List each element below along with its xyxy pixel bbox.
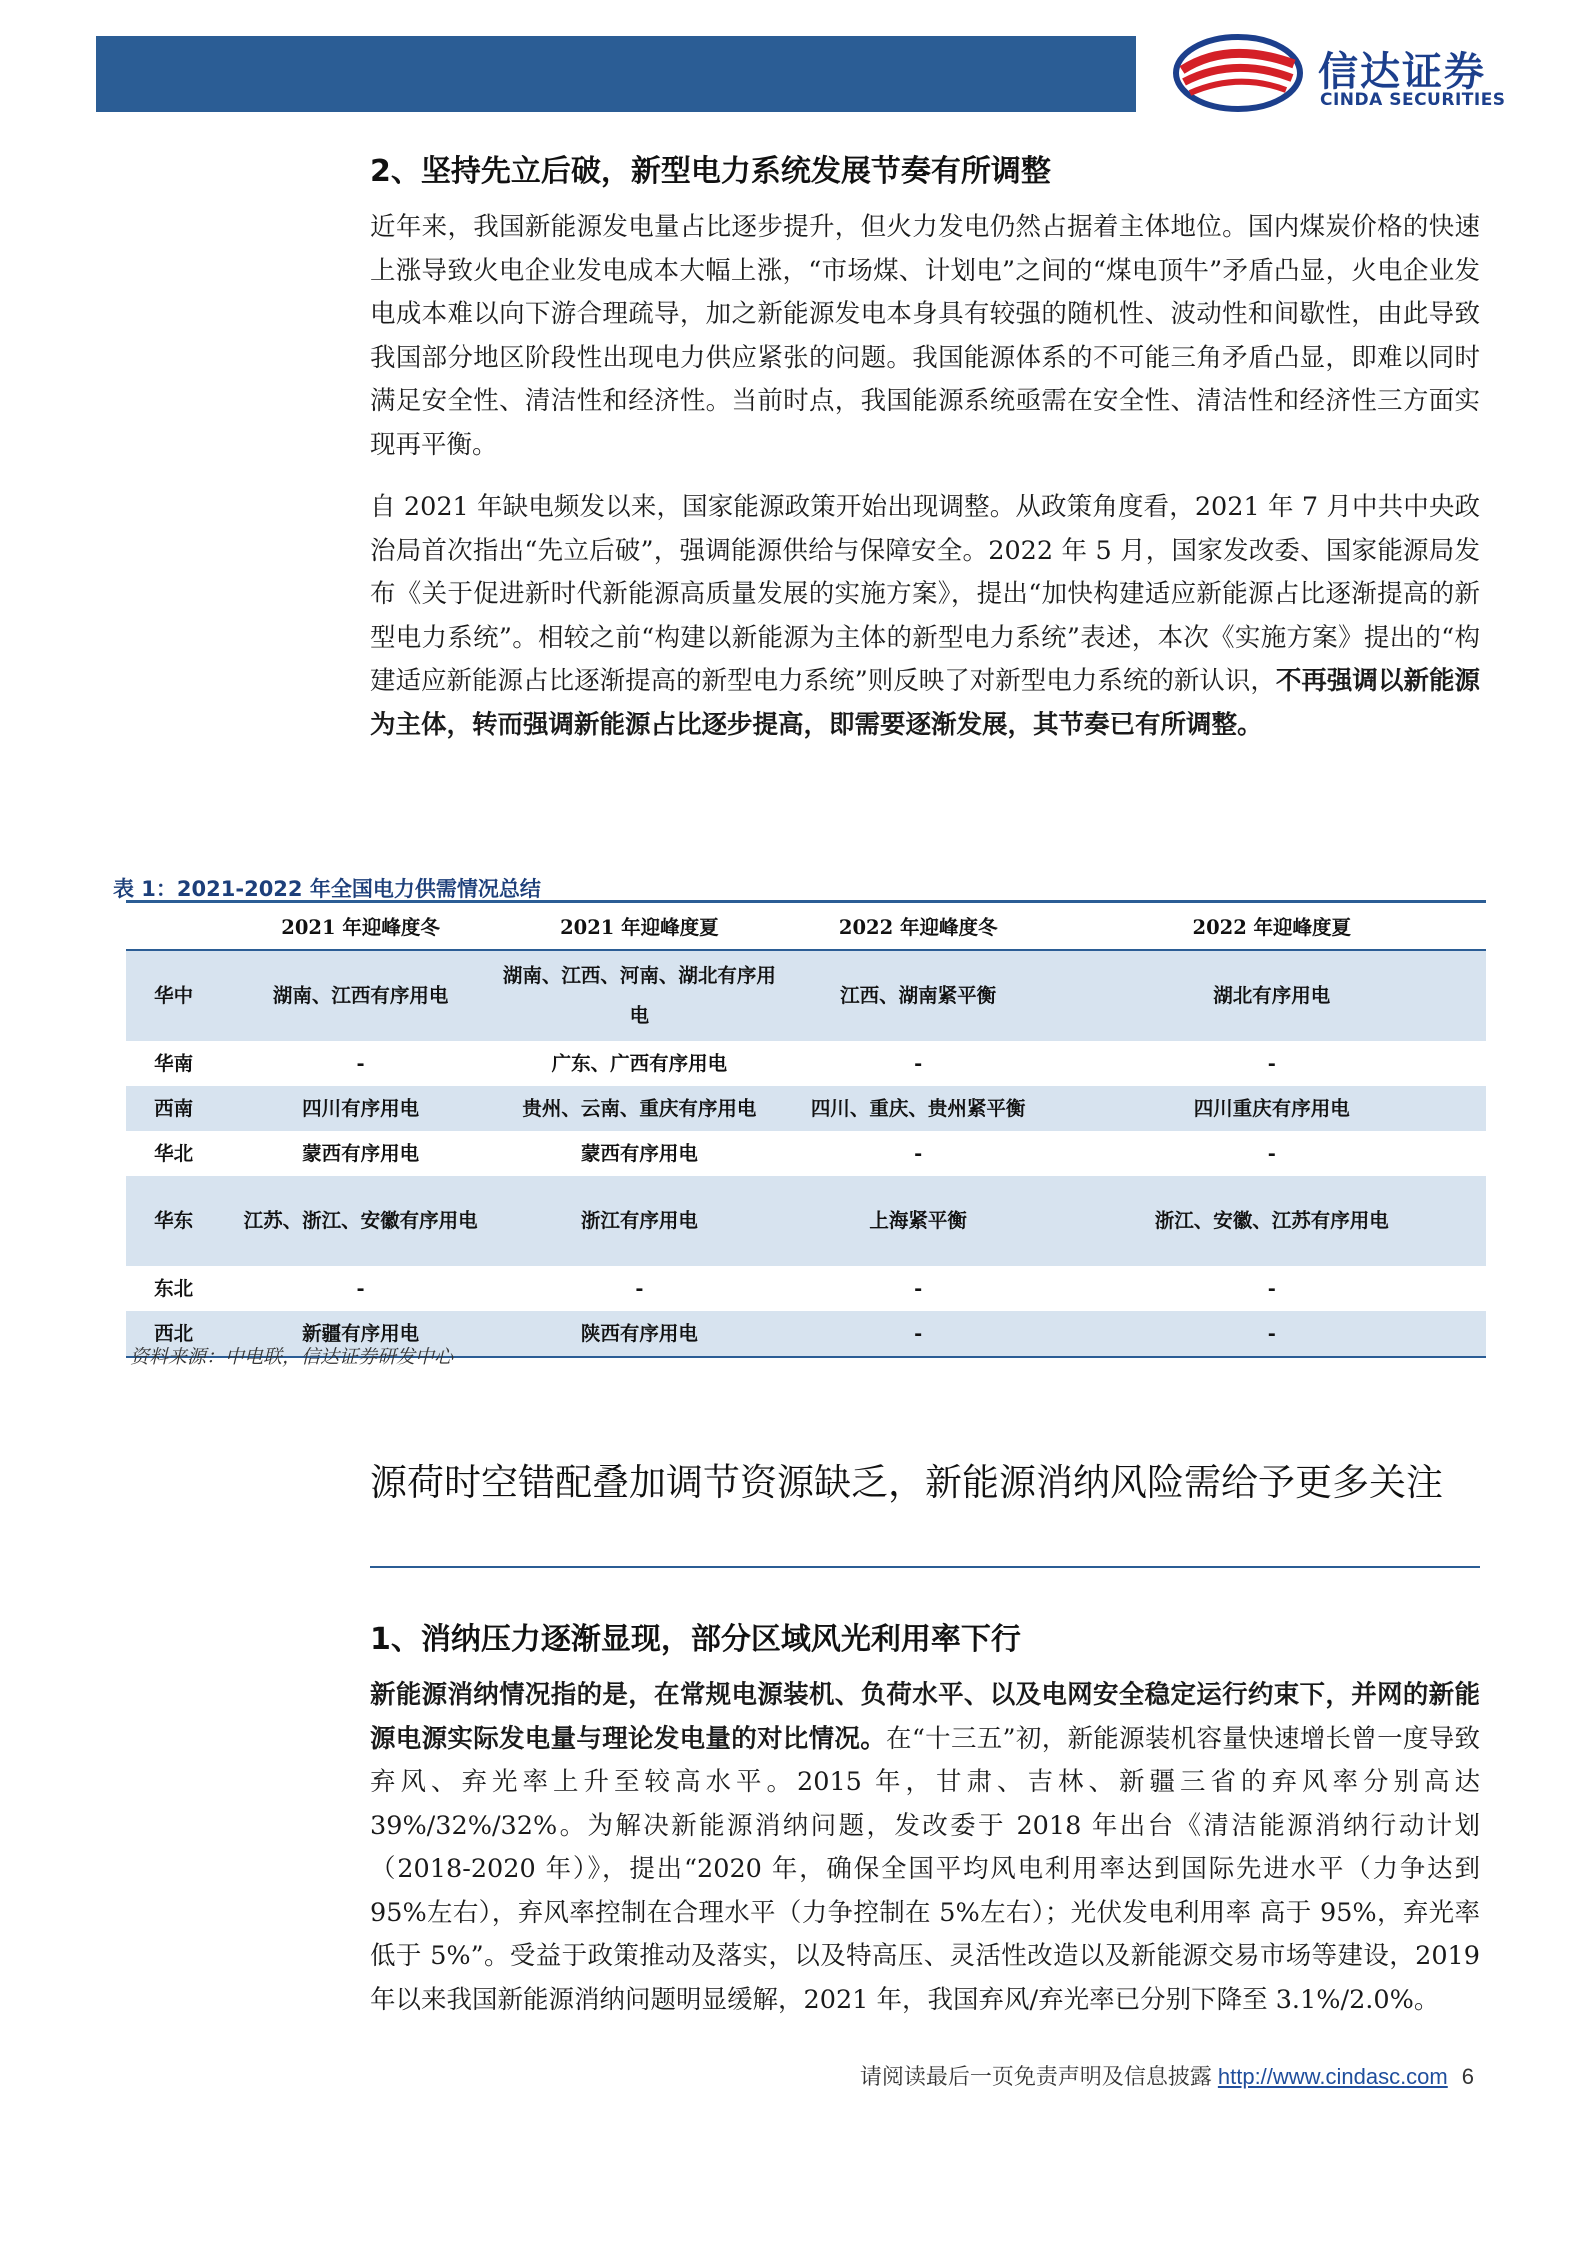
table-cell: - (1267, 1276, 1276, 1300)
page-number: 6 (1461, 2064, 1474, 2089)
table-row (126, 1176, 1486, 1266)
table-cell: - (779, 1311, 1058, 1357)
table-cell: - (635, 1276, 644, 1300)
logo-english-name: CINDA SECURITIES (1320, 90, 1506, 110)
table-row (126, 950, 1486, 1041)
table-cell: 新疆有序用电 (221, 1311, 500, 1357)
table-cell: 上海紧平衡 (779, 1176, 1058, 1266)
paragraph-2-text: 自 2021 年缺电频发以来，国家能源政策开始出现调整。从政策角度看，2021 年 7 月中共中央政治局首次指出“先立后破”，强调能源供给与保障安全。2022 年 5 月，国家发改委、国家能源局发布《关于促进新时代新能源高质量发展的实施方案》，提出“加快构建适应新能源占比逐渐提高的新型电力系统”。相较之前“构建以新能源为主体的新型电力系统”表述，本次《实施方案》提出的“构建适应新能源占比逐渐提高的新型电力系统”则反映了对新型电力系统的新认识， (370, 492, 1480, 696)
table-cell: 浙江、安徽、江苏有序用电 (1058, 1176, 1486, 1266)
region-cell: 华南 (154, 1051, 194, 1075)
table-cell: 蒙西有序用电 (580, 1141, 698, 1165)
table-cell: - (1058, 1311, 1486, 1357)
section-heading-2: 2、坚持先立后破，新型电力系统发展节奏有所调整 (370, 154, 1051, 189)
section-heading-1: 1、消纳压力逐渐显现，部分区域风光利用率下行 (370, 1622, 1021, 1657)
table-cell: 江苏、浙江、安徽有序用电 (221, 1176, 500, 1266)
table-cell: 江西、湖南紧平衡 (779, 950, 1058, 1041)
table-header-cell: 2022 年迎峰度夏 (1058, 902, 1486, 951)
table-header-cell (126, 902, 221, 951)
table-header-row (126, 902, 1486, 951)
table-cell: 广东、广西有序用电 (551, 1051, 728, 1075)
power-supply-table (126, 900, 1486, 1358)
table-cell: 湖南、江西、河南、湖北有序用电 (500, 950, 779, 1041)
table-row (126, 1086, 1486, 1131)
paragraph-2-emphasis: 不再强调以新能源为主体，转而强调新能源占比逐步提高，即需要逐渐发展，其节奏已有所调整。 (370, 666, 1480, 740)
region-cell: 华北 (154, 1141, 194, 1165)
table-cell: - (356, 1051, 365, 1075)
table-row (126, 1266, 1486, 1311)
table-cell: 湖南、江西有序用电 (221, 950, 500, 1041)
paragraph-1: 近年来，我国新能源发电量占比逐步提升，但火力发电仍然占据着主体地位。国内煤炭价格的快速上涨导致火电企业发电成本大幅上涨，“市场煤、计划电”之间的“煤电顶牛”矛盾凸显，火电企业发电成本难以向下游合理疏导，加之新能源发电本身具有较强的随机性、波动性和间歇性，由此导致我国部分地区阶段性出现电力供应紧张的问题。我国能源体系的不可能三角矛盾凸显，即难以同时满足安全性、清洁性和经济性。当前时点，我国能源系统亟需在安全性、清洁性和经济性三方面实现再平衡。 (370, 212, 1480, 460)
section-title-rule (370, 1566, 1480, 1568)
logo-chinese-name: 信达证券 (1318, 49, 1486, 95)
region-cell: 华东 (126, 1176, 221, 1266)
table-caption: 表 1：2021-2022 年全国电力供需情况总结 (113, 877, 541, 901)
paragraph-3 (370, 1674, 1480, 2022)
table-cell: - (914, 1051, 923, 1075)
paragraph-3-text: 在“十三五”初，新能源装机容量快速增长曾一度导致弃风、弃光率上升至较高水平。2015 年，甘肃、吉林、新疆三省的弃风率分别高达 39%/32%/32%。为解决新能源消纳问题，发改委于 2018 年出台《清洁能源消纳行动计划（2018-2020 年）》，提出“2020 年，确保全国平均风电利用率达到国际先进水平（力争达到 95%左右），弃风率控制在合理水平（力争控制在 5%左右）；光伏发电利用率 高于 95%，弃光率低于 5%”。受益于政策推动及落实，以及特高压、灵活性改造以及新能源交易市场等建设，2019 年以来我国新能源消纳问题明显缓解，2021 年，我国弃风/弃光率已分别下降至 3.1%/2.0%。 (370, 1723, 1480, 2015)
table-header-cell: 2021 年迎峰度夏 (500, 902, 779, 951)
table-cell: 蒙西有序用电 (302, 1141, 420, 1165)
table-cell: - (914, 1141, 923, 1165)
table-source-note: 资料来源：中电联，信达证券研发中心 (130, 1346, 454, 1368)
table-cell: 贵州、云南、重庆有序用电 (500, 1086, 779, 1131)
table-cell: 陕西有序用电 (500, 1311, 779, 1357)
table-header-cell: 2022 年迎峰度冬 (779, 902, 1058, 951)
table-cell: 四川重庆有序用电 (1058, 1086, 1486, 1131)
table-header-cell: 2021 年迎峰度冬 (221, 902, 500, 951)
cinda-logo (1168, 30, 1558, 116)
region-cell: 东北 (154, 1276, 194, 1300)
region-cell: 西南 (126, 1086, 221, 1131)
table-row (126, 1041, 1486, 1086)
paragraph-2 (370, 486, 1480, 747)
paragraph-3-emphasis: 新能源消纳情况指的是，在常规电源装机、负荷水平、以及电网安全稳定运行约束下，并网的新能源电源实际发电量与理论发电量的对比情况。 (370, 1680, 1480, 1754)
table-cell: 四川有序用电 (221, 1086, 500, 1131)
table-row (126, 1131, 1486, 1176)
footer-website-link[interactable]: http://www.cindasc.com (1217, 2064, 1448, 2089)
header-bar (96, 36, 1136, 112)
table-cell: - (914, 1276, 923, 1300)
table-cell: 浙江有序用电 (500, 1176, 779, 1266)
cinda-logo-icon (1168, 30, 1308, 116)
table-cell: - (356, 1276, 365, 1300)
table-cell: 湖北有序用电 (1058, 950, 1486, 1041)
region-cell: 西北 (126, 1311, 221, 1357)
page-footer (860, 2060, 1474, 2091)
table-cell: - (1267, 1141, 1276, 1165)
table-cell: 四川、重庆、贵州紧平衡 (779, 1086, 1058, 1131)
table-cell: - (1267, 1051, 1276, 1075)
footer-disclaimer: 请阅读最后一页免责声明及信息披露 (859, 2065, 1212, 2090)
section-title: 源荷时空错配叠加调节资源缺乏，新能源消纳风险需给予更多关注 (370, 1461, 1443, 1504)
region-cell: 华中 (126, 950, 221, 1041)
